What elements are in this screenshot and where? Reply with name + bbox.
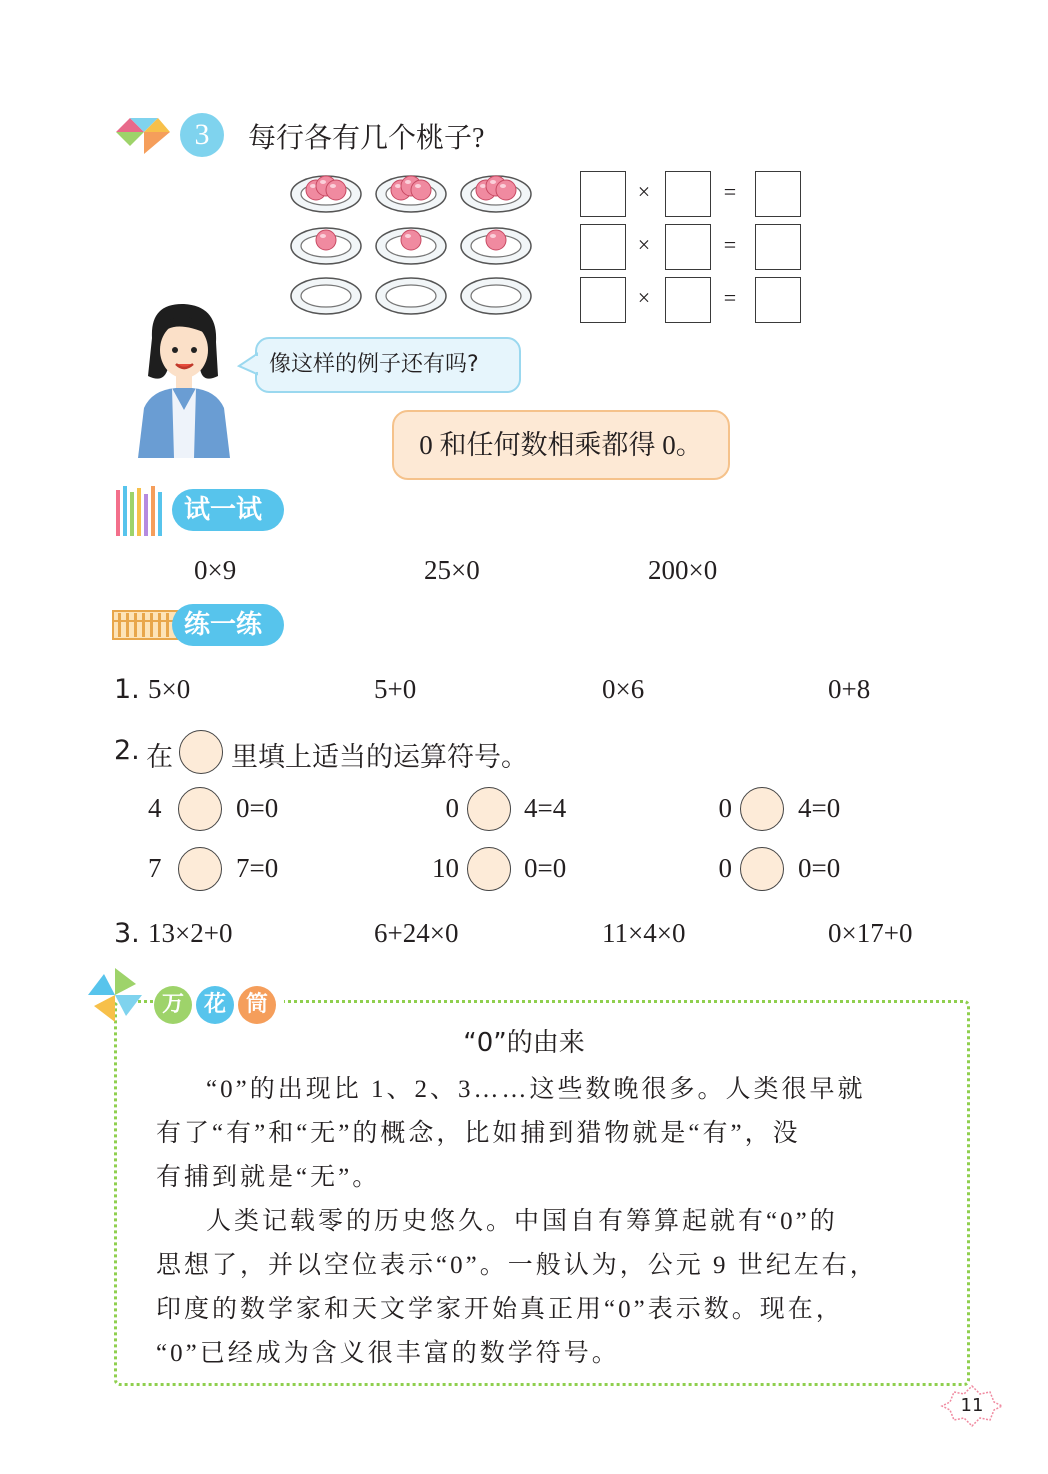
q2-left-operand: 7 [148,853,162,883]
q2-prompt-before: 在 [146,742,173,772]
paragraph-line: 有了“有”和“无”的概念，比如捕到猎物就是“有”，没 [156,1120,801,1147]
pinwheel-icon [86,966,144,1024]
kaleidoscope-label [154,986,284,1026]
q2-left-operand: 0 [445,793,459,823]
peach [316,230,336,250]
paragraph-line: 印度的数学家和天文学家开始真正用“0”表示数。现在， [156,1296,844,1323]
q3-item: 13×2+0 [148,918,233,948]
plate [460,272,532,316]
answer-box[interactable] [665,277,711,323]
q3-item: 6+24×0 [374,918,459,948]
answer-box[interactable] [665,224,711,270]
peach [411,180,431,200]
times-sign: × [637,285,651,310]
kaleidoscope-char: 花 [196,986,234,1024]
question-number: 2. [114,735,140,766]
q2-right-expression: 7=0 [236,853,279,883]
q2-left-operand: 4 [148,793,162,823]
plate [290,170,362,214]
peach [326,180,346,200]
try-item: 0×9 [194,555,237,585]
times-sign: × [637,232,651,257]
plate [375,170,447,214]
article-title: “0”的由来 [463,1028,585,1058]
equals-sign: = [723,285,737,310]
abacus-icon [112,610,178,640]
paragraph-line: 思想了，并以空位表示“0”。一般认为，公元 9 世纪左右， [156,1252,878,1279]
example-number: 3 [180,113,224,157]
paragraph-line: 人类记载零的历史悠久。中国自有筹算起就有“0”的 [206,1208,838,1235]
q2-prompt-after: 里填上适当的运算符号。 [231,742,528,772]
paragraph-line: “0”的出现比 1、2、3……这些数晚很多。人类很早就 [206,1076,866,1103]
times-sign: × [637,179,651,204]
q2-right-expression: 0=0 [798,853,841,883]
answer-box[interactable] [755,277,801,323]
tangram-icon [116,112,172,156]
q2-left-operand: 0 [718,793,732,823]
answer-box[interactable] [580,171,626,217]
q2-left-operand: 0 [718,853,732,883]
q1-item: 5×0 [148,674,191,704]
try-item: 200×0 [648,555,718,585]
q3-item: 0×17+0 [828,918,913,948]
question-number: 3. [114,918,140,949]
plate [290,272,362,316]
plate [375,272,447,316]
example-circle [179,730,223,774]
answer-box[interactable] [580,224,626,270]
answer-box[interactable] [755,171,801,217]
kaleidoscope-char: 万 [154,986,192,1024]
example-question: 每行各有几个桃子? [248,123,485,154]
q3-item: 11×4×0 [602,918,686,948]
plate [290,222,362,266]
operator-circle[interactable] [467,787,511,831]
teacher-illustration [132,298,232,458]
answer-box[interactable] [665,171,711,217]
q2-right-expression: 4=0 [798,793,841,823]
try-heading: 试一试 [172,489,284,531]
equals-sign: = [723,232,737,257]
operator-circle[interactable] [178,787,222,831]
kaleidoscope-char: 筒 [238,986,276,1024]
answer-box[interactable] [580,277,626,323]
operator-circle[interactable] [467,847,511,891]
q1-item: 0+8 [828,674,871,704]
operator-circle[interactable] [740,847,784,891]
question-number: 1. [114,674,140,705]
conclusion-box: 0 和任何数相乘都得 0。 [392,410,730,480]
plate [460,170,532,214]
plate [375,222,447,266]
peach [401,230,421,250]
q2-right-expression: 4=4 [524,793,567,823]
q2-left-operand: 10 [432,853,459,883]
operator-circle[interactable] [178,847,222,891]
q2-right-expression: 0=0 [236,793,279,823]
peach [496,180,516,200]
q1-item: 0×6 [602,674,645,704]
q1-item: 5+0 [374,674,417,704]
speech-bubble: 像这样的例子还有吗? [255,337,521,393]
plate [460,222,532,266]
bubble-tail [237,352,259,376]
paragraph-line: “0”已经成为含义很丰富的数学符号。 [156,1340,620,1367]
q2-right-expression: 0=0 [524,853,567,883]
try-item: 25×0 [424,555,480,585]
peach [486,230,506,250]
practice-heading: 练一练 [172,604,284,646]
answer-box[interactable] [755,224,801,270]
paragraph-line: 有捕到就是“无”。 [156,1164,381,1191]
page-number: 11 [960,1395,984,1416]
equals-sign: = [723,179,737,204]
pencils-icon [112,484,172,538]
operator-circle[interactable] [740,787,784,831]
